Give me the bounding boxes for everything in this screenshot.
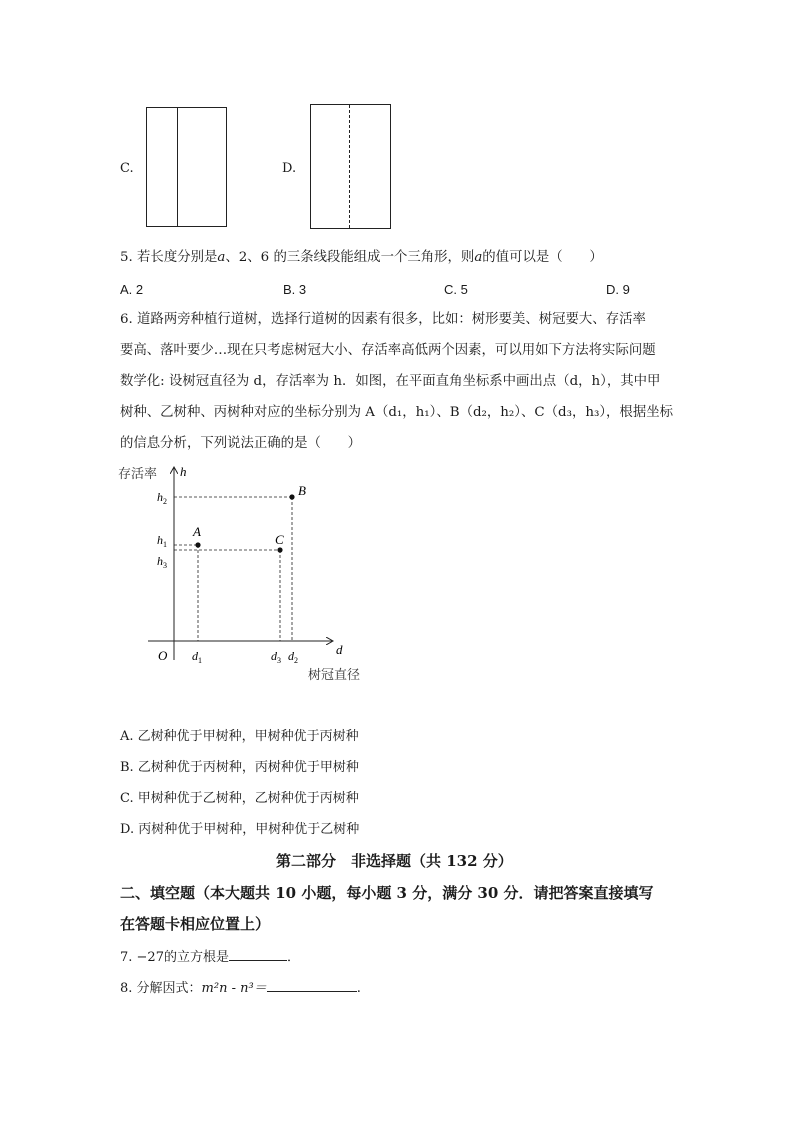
q8-expression: m²n - n³＝ xyxy=(201,981,267,996)
q6-option-b[interactable]: B. 乙树种优于丙树种，丙树种优于甲树种 xyxy=(120,760,359,775)
q8-answer-blank[interactable] xyxy=(267,977,357,992)
q7-answer-blank[interactable] xyxy=(229,946,287,961)
q7-suffix: ． xyxy=(286,950,300,965)
question-7 xyxy=(120,946,300,967)
q8-suffix: . xyxy=(356,981,361,996)
origin-label: O xyxy=(158,648,168,663)
q6-option-d[interactable]: D. 丙树种优于甲树种，甲树种优于乙树种 xyxy=(120,822,360,837)
point-c-label: C xyxy=(275,532,284,547)
coordinate-graph xyxy=(110,460,390,690)
section2-heading-line-1: 二、填空题（本大题共 10 小题，每小题 3 分，满分 30 分．请把答案直接填写 xyxy=(120,884,654,902)
d3-label: $d_3$ xyxy=(271,649,281,665)
q5-middle: 、2、6 的三条线段能组成一个三角形，则 xyxy=(225,250,475,265)
figure-d-dashed-line xyxy=(349,105,350,228)
figure-d-rectangle xyxy=(310,104,391,229)
figure-c-label: C. xyxy=(120,161,134,176)
q5-var-a: a xyxy=(217,250,226,265)
q5-option-c[interactable]: C. 5 xyxy=(444,282,468,297)
q6-option-a[interactable]: A. 乙树种优于甲树种，甲树种优于丙树种 xyxy=(120,729,359,744)
h2-label: $h_2$ xyxy=(157,490,167,506)
figure-c-rectangle xyxy=(146,107,227,227)
q6-line-4: 树种、乙树种、丙树种对应的坐标分别为 A（d₁，h₁）、B（d₂，h₂）、C（d₃，h₃），根据坐标 xyxy=(120,405,673,420)
x-axis-title: 树冠直径 xyxy=(308,667,361,682)
y-axis-title: 存活率 xyxy=(118,466,158,481)
figure-d-label: D. xyxy=(282,161,297,176)
part2-title: 第二部分 非选择题（共 132 分） xyxy=(276,852,513,870)
h3-label: $h_3$ xyxy=(157,554,167,570)
q5-option-b[interactable]: B. 3 xyxy=(283,282,307,297)
q5-option-a[interactable]: A. 2 xyxy=(120,282,144,297)
d2-label: $d_2$ xyxy=(288,649,298,665)
y-axis-var: h xyxy=(180,464,187,479)
q5-option-d[interactable]: D. 9 xyxy=(606,282,630,297)
point-b-label: B xyxy=(298,483,306,498)
q8-prefix: 8. 分解因式： xyxy=(120,981,202,996)
figure-c-solid-line xyxy=(177,108,178,226)
q5-suffix: 的值可以是（ ） xyxy=(482,250,603,265)
q5-var-a2: a xyxy=(474,250,483,265)
q7-prefix: 7. −27的立方根是 xyxy=(120,950,229,965)
point-c-dot xyxy=(277,547,282,552)
q6-line-5: 的信息分析，下列说法正确的是（ ） xyxy=(120,436,362,451)
h1-label: $h_1$ xyxy=(157,533,167,549)
q6-line-3: 数学化: 设树冠直径为 d，存活率为 h．如图，在平面直角坐标系中画出点（d，h），其中甲 xyxy=(120,374,661,389)
q6-option-c[interactable]: C. 甲树种优于乙树种，乙树种优于丙树种 xyxy=(120,791,359,806)
point-a-dot xyxy=(195,542,200,547)
q5-prefix: 5. 若长度分别是 xyxy=(120,250,218,265)
point-a-label: A xyxy=(193,524,201,539)
q6-line-2: 要高、落叶要少…现在只考虑树冠大小、存活率高低两个因素，可以用如下方法将实际问题 xyxy=(120,343,656,358)
section2-heading-line-2: 在答题卡相应位置上） xyxy=(120,915,271,933)
question-8 xyxy=(120,977,361,998)
x-axis-var: d xyxy=(336,642,343,657)
question-5 xyxy=(120,243,603,273)
point-b-dot xyxy=(289,494,294,499)
q6-line-1: 6. 道路两旁种植行道树，选择行道树的因素有很多，比如：树形要美、树冠要大、存活率 xyxy=(120,312,646,327)
d1-label: $d_1$ xyxy=(192,649,202,665)
